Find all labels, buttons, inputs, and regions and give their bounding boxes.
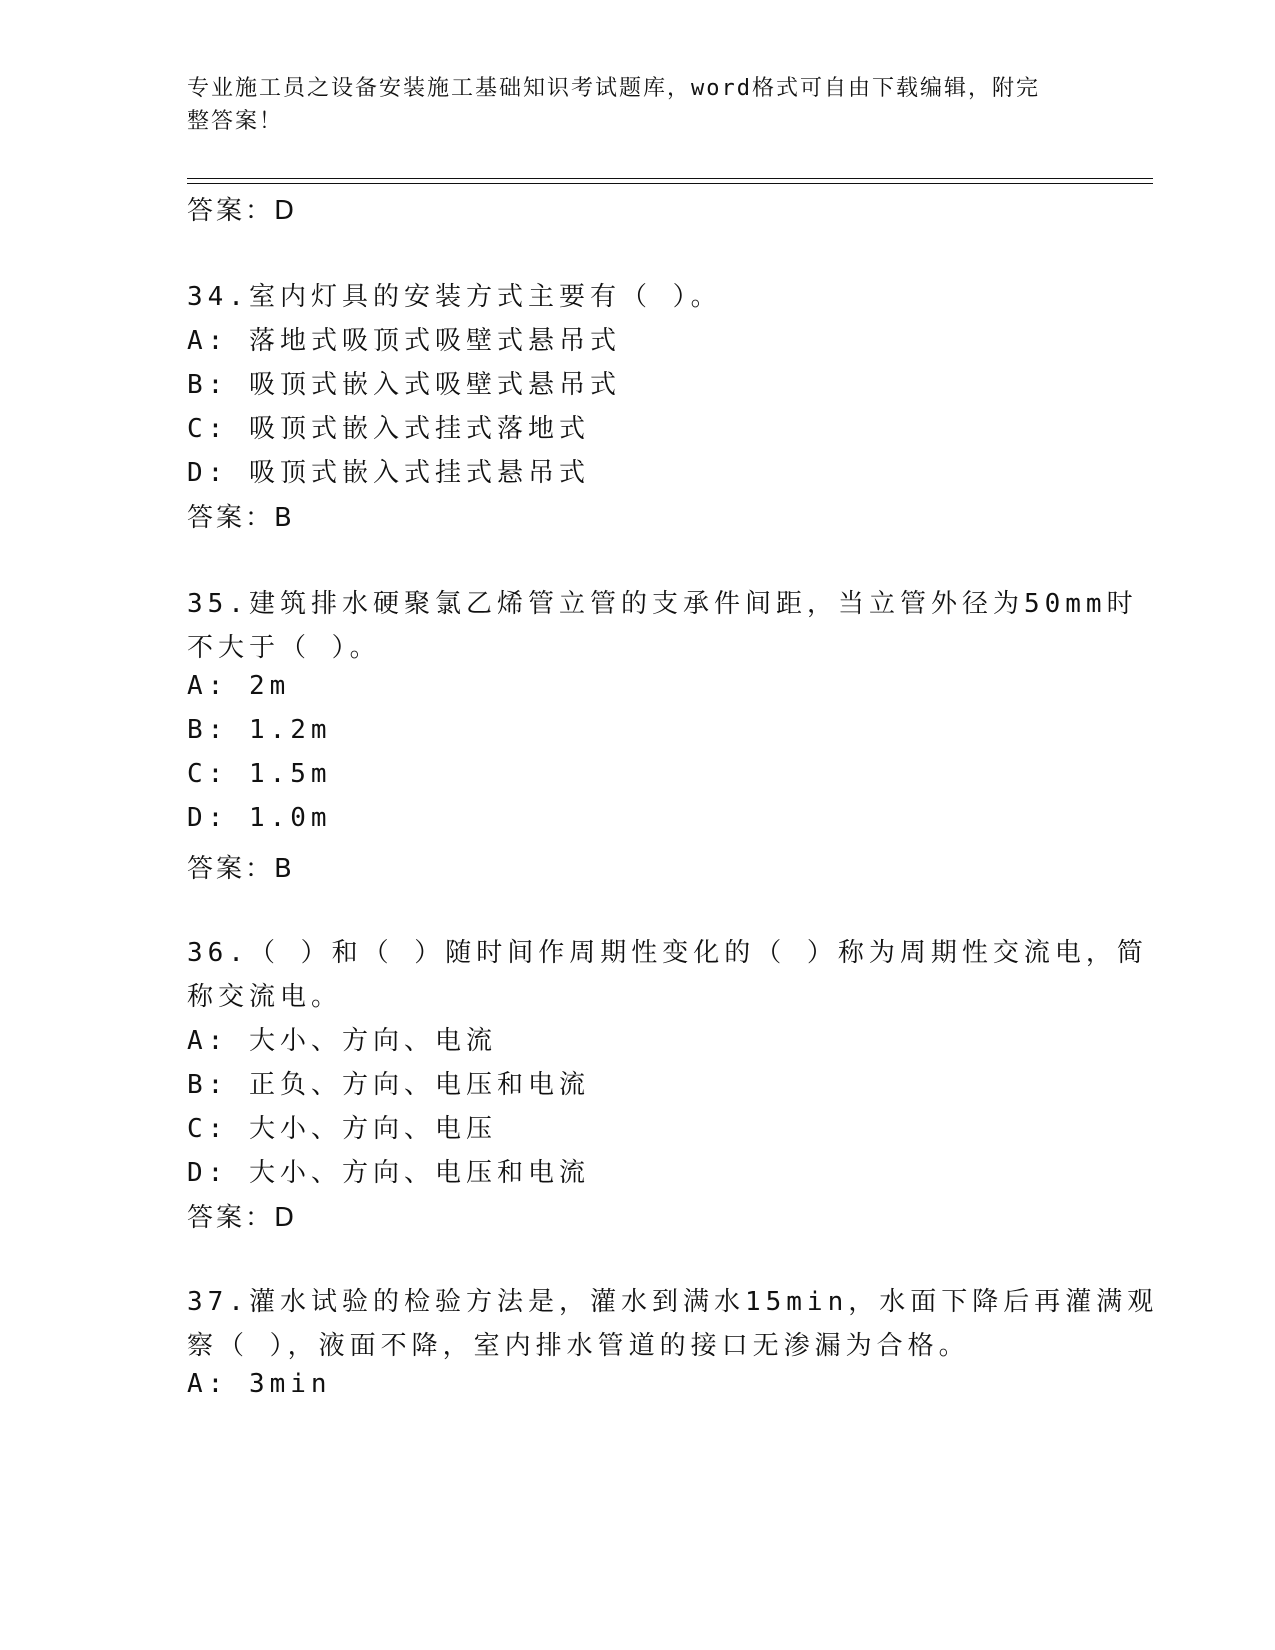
header-line-1: 专业施工员之设备安装施工基础知识考试题库，word格式可自由下载编辑，附完: [187, 76, 1040, 101]
question-35-option-d: D: 1.0m: [187, 803, 332, 833]
question-37-stem-line-1: 37.灌水试验的检验方法是，灌水到满水15min，水面下降后再灌满观: [187, 1287, 1159, 1317]
answer-previous: 答案：D: [187, 196, 298, 226]
question-34-option-c: C: 吸顶式嵌入式挂式落地式: [187, 414, 590, 444]
question-35-answer: 答案：B: [187, 854, 295, 884]
question-37-stem-line-2: 察（ ），液面不降，室内排水管道的接口无渗漏为合格。: [187, 1331, 970, 1361]
question-36-stem-line-1: 36.（ ）和（ ）随时间作周期性变化的（ ）称为周期性交流电，简: [187, 938, 1148, 968]
question-36-answer: 答案：D: [187, 1203, 298, 1233]
question-35-stem-line-1: 35.建筑排水硬聚氯乙烯管立管的支承件间距，当立管外径为50mm时: [187, 589, 1138, 619]
question-35-option-c: C: 1.5m: [187, 759, 332, 789]
question-34-option-b: B: 吸顶式嵌入式吸壁式悬吊式: [187, 370, 621, 400]
question-36-option-b: B: 正负、方向、电压和电流: [187, 1070, 590, 1100]
question-36-option-a: A: 大小、方向、电流: [187, 1026, 497, 1056]
question-36-option-c: C: 大小、方向、电压: [187, 1114, 497, 1144]
question-34-option-d: D: 吸顶式嵌入式挂式悬吊式: [187, 458, 590, 488]
question-34-answer: 答案：B: [187, 503, 295, 533]
question-36-stem-line-2: 称交流电。: [187, 982, 343, 1012]
header-line-2: 整答案！: [187, 109, 284, 134]
header-rule-top: [187, 178, 1153, 179]
question-34-stem: 34.室内灯具的安装方式主要有（ ）。: [187, 282, 722, 312]
question-37-option-a: A: 3min: [187, 1369, 332, 1399]
page-header: [187, 72, 1067, 138]
question-34-option-a: A: 落地式吸顶式吸壁式悬吊式: [187, 326, 621, 356]
question-35-option-b: B: 1.2m: [187, 715, 332, 745]
question-36-option-d: D: 大小、方向、电压和电流: [187, 1158, 590, 1188]
header-rule-bottom: [187, 183, 1153, 184]
question-35-option-a: A: 2m: [187, 671, 291, 701]
question-35-stem-line-2: 不大于（ ）。: [187, 633, 381, 663]
